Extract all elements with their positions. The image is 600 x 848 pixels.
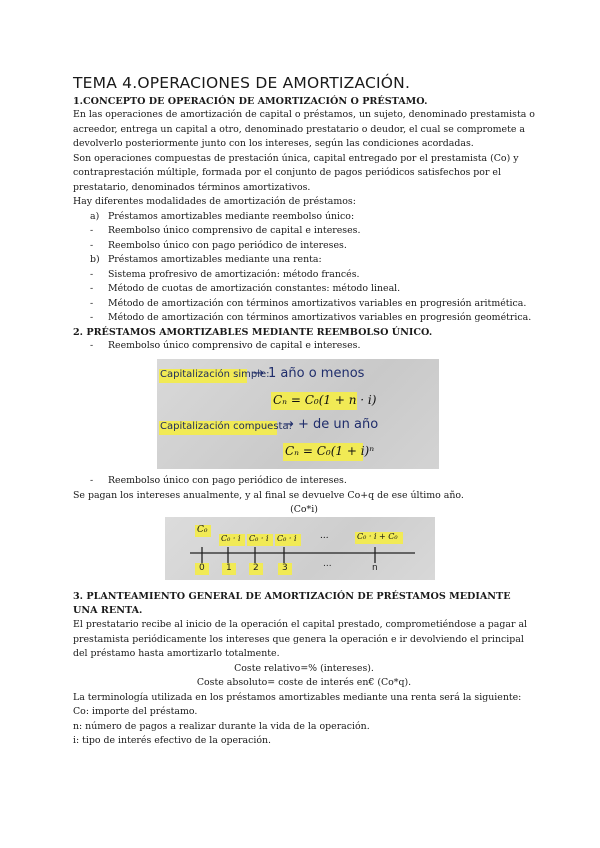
section-2-heading: 2. PRÉSTAMOS AMORTIZABLES MEDIANTE REEMBOLSO ÚNICO. xyxy=(73,326,433,338)
section-3-heading: 3. PLANTEAMIENTO GENERAL DE AMORTIZACIÓN DE PRÉSTAMOS MEDIANTE UNA RENTA. xyxy=(73,591,511,616)
timeline-tick: ... xyxy=(323,559,332,569)
timeline-box: ... xyxy=(320,531,329,541)
s3-paragraph-2: La terminología utilizada en los préstamos amortizables mediante una renta será la siguiente: xyxy=(73,691,522,703)
s1-paragraph-1: En las operaciones de amortización de capital o préstamos, un sujeto, denominado prestamista o acreedor, entrega un capital a otro, denominado prestatario o deudor, el cual se compromete a devolverlo posteriormente junto con los intereses, según las condiciones acordadas. xyxy=(73,109,535,149)
s3-term-2: n: número de pagos a realizar durante la vida de la operación. xyxy=(73,720,370,732)
document-title: TEMA 4.OPERACIONES DE AMORTIZACIÓN. xyxy=(73,74,411,92)
timeline-box: C₀ · i xyxy=(249,534,269,543)
formula-simple: Cₙ = C₀(1 + n · i) xyxy=(273,393,377,407)
list-item: - Método de amortización con términos amortizativos variables en progresión aritmética. xyxy=(90,297,527,309)
timeline-photo xyxy=(165,517,435,580)
list-item: - Sistema profresivo de amortización: método francés. xyxy=(90,268,360,280)
photo-label-simple: Capitalización simple: xyxy=(160,369,270,380)
list-marker-a: a) xyxy=(90,210,100,222)
timeline-tick: 3 xyxy=(282,563,288,573)
s3-term-1: Co: importe del préstamo. xyxy=(73,706,198,717)
list-item: - Método de cuotas de amortización constantes: método lineal. xyxy=(90,283,401,294)
photo-label-compound: Capitalización compuesta: xyxy=(160,421,292,432)
timeline-tick: 2 xyxy=(253,563,259,573)
section-2-continued xyxy=(73,474,535,518)
timeline-tick: 1 xyxy=(226,563,232,573)
list-item: - Reembolso único con pago periódico de intereses. xyxy=(90,239,347,251)
list-marker-b: b) xyxy=(90,254,100,265)
s2-paragraph-1: Se pagan los intereses anualmente, y al final se devuelve Co+q de ese último año. xyxy=(73,489,464,501)
photo-note-2: → + de un año xyxy=(283,417,379,432)
document-page xyxy=(73,74,535,353)
list-item-a: a) Préstamos amortizables mediante reembolso único: xyxy=(73,210,535,225)
list-item: - Reembolso único con pago periódico de intereses. xyxy=(90,475,347,486)
list-item: - Reembolso único comprensivo de capital e intereses. xyxy=(90,225,361,236)
list-item: - Reembolso único comprensivo de capital e intereses. xyxy=(90,339,361,351)
s1-paragraph-2: Son operaciones compuestas de prestación única, capital entregado por el prestamista (Co) y contraprestación múltiple, formada por el conjunto de pagos periódicos satisfechos por el prestatario, denominados términos amortizativos. xyxy=(73,152,519,193)
timeline-tick: n xyxy=(372,563,378,573)
s3-paragraph-1: El prestatario recibe al inicio de la operación el capital prestado, comprometiéndose a pagar al prestamista periódicamente los intereses que genera la operación e ir devolviendo el principal del préstamo hasta amortizarlo totalmente. xyxy=(73,619,528,659)
timeline-box: C₀ · i xyxy=(221,534,241,543)
timeline-c0: C₀ xyxy=(197,525,208,535)
timeline-tick: 0 xyxy=(199,563,205,573)
s1-paragraph-3: Hay diferentes modalidades de amortización de préstamos: xyxy=(73,196,356,207)
timeline-box: C₀ · i + C₀ xyxy=(357,532,398,541)
photo-note-1: → 1 año o menos xyxy=(253,366,365,381)
s2-paragraph-2: (Co*i) xyxy=(290,504,318,515)
section-3 xyxy=(73,590,535,749)
section-1-heading: 1.CONCEPTO DE OPERACIÓN DE AMORTIZACIÓN O PRÉSTAMO. xyxy=(73,96,428,107)
formula-compound: Cₙ = C₀(1 + i)ⁿ xyxy=(285,444,375,458)
list-item: - Método de amortización con términos amortizativos variables en progresión geométrica. xyxy=(90,312,532,323)
timeline-box: C₀ · i xyxy=(277,534,297,543)
s3-term-3: i: tipo de interés efectivo de la operación. xyxy=(73,735,272,746)
s3-cost-relative: Coste relativo=% (intereses). xyxy=(234,662,374,674)
list-item-b: b) Préstamos amortizables mediante una renta: xyxy=(73,253,535,268)
s3-cost-absolute: Coste absoluto= coste de interés en€ (Co*q). xyxy=(196,677,412,688)
handwritten-notes-photo-1 xyxy=(157,359,439,469)
